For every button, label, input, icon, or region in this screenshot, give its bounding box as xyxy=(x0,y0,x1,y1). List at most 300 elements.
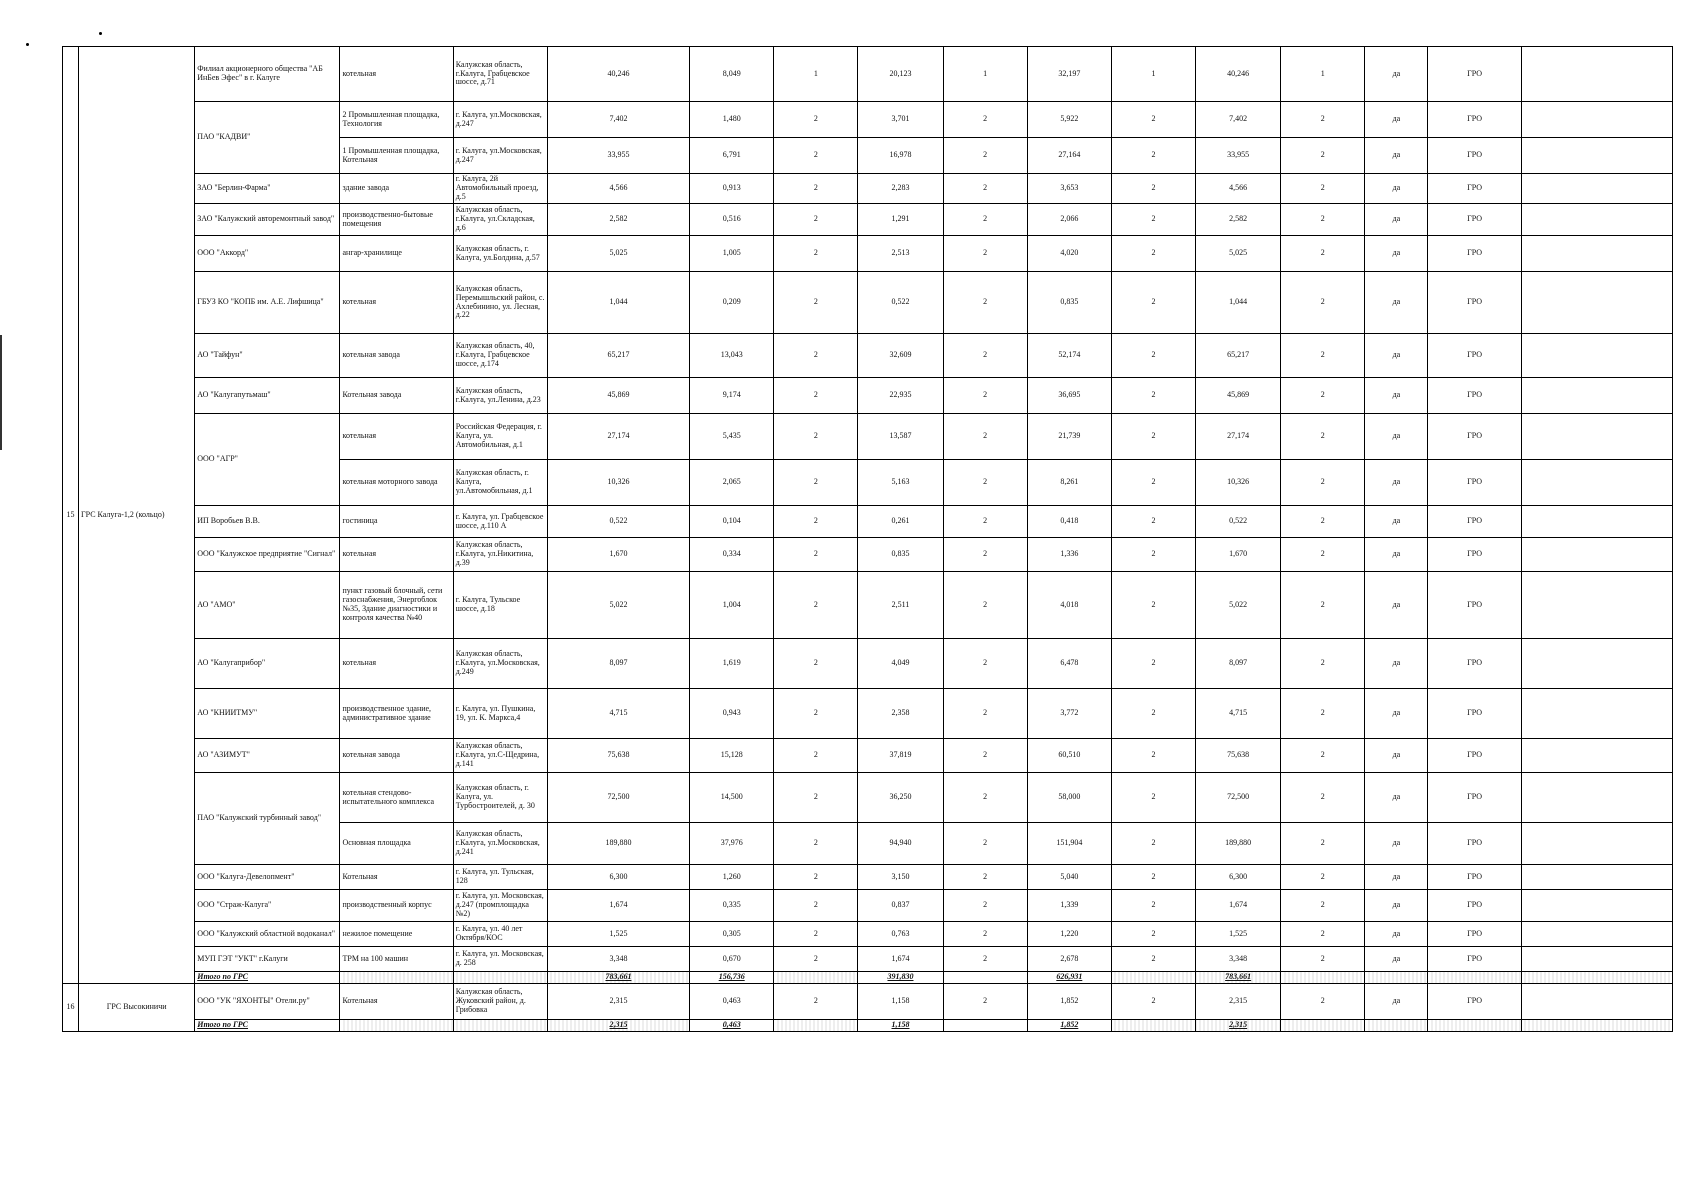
grs-name: ГРС Калуга-1,2 (кольцо) xyxy=(79,47,195,984)
object-address: Калужская область, г.Калуга, Грабцевское шоссе, д.71 xyxy=(453,47,547,102)
value-cell: 1,004 xyxy=(690,572,774,639)
yes-no-cell: да xyxy=(1365,174,1428,204)
total-label: Итого по ГРС xyxy=(195,1019,340,1031)
yes-no-cell: да xyxy=(1365,922,1428,947)
empty-cell xyxy=(453,1019,547,1031)
value-cell: 6,300 xyxy=(547,865,689,890)
category-cell: 2 xyxy=(774,922,858,947)
object-name: котельная стендово-испытательного комплекса xyxy=(340,773,453,823)
value-cell: 1,158 xyxy=(858,983,943,1019)
table-row xyxy=(63,947,1673,972)
category-cell: 2 xyxy=(943,983,1027,1019)
value-cell: 2,511 xyxy=(858,572,943,639)
category-cell: 2 xyxy=(774,639,858,689)
category-cell: 2 xyxy=(1281,773,1365,823)
empty-cell xyxy=(1365,972,1428,984)
object-name: котельная xyxy=(340,538,453,572)
category-cell: 2 xyxy=(943,865,1027,890)
organization-name: АО "Тайфун" xyxy=(195,334,340,378)
value-cell: 5,435 xyxy=(690,414,774,460)
value-cell: 16,978 xyxy=(858,138,943,174)
empty-cell xyxy=(1521,947,1672,972)
value-cell: 37,819 xyxy=(858,739,943,773)
empty-cell xyxy=(340,972,453,984)
organization-name: ООО "Аккорд" xyxy=(195,236,340,272)
gas-supplier-cell: ГРО xyxy=(1428,947,1521,972)
value-cell: 3,348 xyxy=(547,947,689,972)
value-cell: 2,582 xyxy=(547,204,689,236)
empty-cell xyxy=(1281,1019,1365,1031)
category-cell: 2 xyxy=(1111,572,1195,639)
value-cell: 4,566 xyxy=(547,174,689,204)
value-cell: 1,291 xyxy=(858,204,943,236)
object-address: Калужская область, г.Калуга, ул.Никитина, д.39 xyxy=(453,538,547,572)
value-cell: 4,566 xyxy=(1196,174,1281,204)
organization-name: ООО "Калужский областной водоканал" xyxy=(195,922,340,947)
value-cell: 4,020 xyxy=(1027,236,1111,272)
value-cell: 20,123 xyxy=(858,47,943,102)
value-cell: 1,005 xyxy=(690,236,774,272)
object-name: производственный корпус xyxy=(340,890,453,922)
category-cell: 2 xyxy=(1111,236,1195,272)
category-cell: 2 xyxy=(1281,204,1365,236)
empty-cell xyxy=(1521,102,1672,138)
category-cell: 2 xyxy=(774,689,858,739)
value-cell: 37,976 xyxy=(690,823,774,865)
value-cell: 1,674 xyxy=(858,947,943,972)
gas-supplier-cell: ГРО xyxy=(1428,922,1521,947)
value-cell: 21,739 xyxy=(1027,414,1111,460)
category-cell: 2 xyxy=(1281,739,1365,773)
category-cell: 2 xyxy=(1111,414,1195,460)
category-cell: 1 xyxy=(1111,47,1195,102)
empty-cell xyxy=(453,972,547,984)
category-cell: 2 xyxy=(1111,334,1195,378)
value-cell: 4,715 xyxy=(1196,689,1281,739)
yes-no-cell: да xyxy=(1365,47,1428,102)
table-row xyxy=(63,174,1673,204)
table-row xyxy=(63,739,1673,773)
organization-name: Филиал акционерного общества "АБ ИнБев Эфес" в г. Калуге xyxy=(195,47,340,102)
table-row xyxy=(63,204,1673,236)
yes-no-cell: да xyxy=(1365,334,1428,378)
category-cell: 2 xyxy=(943,460,1027,506)
value-cell: 1,619 xyxy=(690,639,774,689)
category-cell: 2 xyxy=(1281,639,1365,689)
empty-cell xyxy=(1521,174,1672,204)
value-cell: 65,217 xyxy=(1196,334,1281,378)
category-cell: 2 xyxy=(1111,639,1195,689)
category-cell: 2 xyxy=(774,773,858,823)
object-name: Основная площадка xyxy=(340,823,453,865)
object-address: г. Калуга, 2й Автомобильный проезд, д.5 xyxy=(453,174,547,204)
category-cell: 2 xyxy=(1111,890,1195,922)
yes-no-cell: да xyxy=(1365,138,1428,174)
empty-cell xyxy=(1521,972,1672,984)
value-cell: 22,935 xyxy=(858,378,943,414)
value-cell: 0,516 xyxy=(690,204,774,236)
total-value: 2,315 xyxy=(1196,1019,1281,1031)
value-cell: 0,837 xyxy=(858,890,943,922)
value-cell: 10,326 xyxy=(1196,460,1281,506)
category-cell: 2 xyxy=(1281,865,1365,890)
category-cell: 2 xyxy=(943,572,1027,639)
category-cell: 2 xyxy=(1281,572,1365,639)
total-value: 0,463 xyxy=(690,1019,774,1031)
object-name: 2 Промышленная площадка, Технология xyxy=(340,102,453,138)
value-cell: 1,674 xyxy=(547,890,689,922)
category-cell: 2 xyxy=(1281,334,1365,378)
organization-name: ИП Воробьев В.В. xyxy=(195,506,340,538)
grs-number: 16 xyxy=(63,983,79,1031)
table-row xyxy=(63,572,1673,639)
category-cell: 2 xyxy=(1281,506,1365,538)
table-row xyxy=(63,236,1673,272)
gas-supplier-cell: ГРО xyxy=(1428,689,1521,739)
total-value: 156,736 xyxy=(690,972,774,984)
value-cell: 0,522 xyxy=(547,506,689,538)
value-cell: 5,022 xyxy=(547,572,689,639)
object-name: котельная завода xyxy=(340,334,453,378)
object-name: 1 Промышленная площадка, Котельная xyxy=(340,138,453,174)
value-cell: 0,670 xyxy=(690,947,774,972)
value-cell: 7,402 xyxy=(1196,102,1281,138)
table-row xyxy=(63,272,1673,334)
category-cell: 2 xyxy=(1281,538,1365,572)
object-address: г. Калуга, ул. Пушкина, 19, ул. К. Маркса,4 xyxy=(453,689,547,739)
organization-name: АО "Калугапутьмаш" xyxy=(195,378,340,414)
category-cell: 2 xyxy=(943,639,1027,689)
total-value: 1,158 xyxy=(858,1019,943,1031)
category-cell: 2 xyxy=(774,460,858,506)
gas-supplier-cell: ГРО xyxy=(1428,204,1521,236)
table-row xyxy=(63,773,1673,823)
category-cell: 2 xyxy=(1111,204,1195,236)
value-cell: 7,402 xyxy=(547,102,689,138)
value-cell: 72,500 xyxy=(1196,773,1281,823)
value-cell: 72,500 xyxy=(547,773,689,823)
gas-supplier-cell: ГРО xyxy=(1428,823,1521,865)
value-cell: 5,025 xyxy=(1196,236,1281,272)
category-cell: 2 xyxy=(1281,823,1365,865)
table-row xyxy=(63,689,1673,739)
table-row xyxy=(63,378,1673,414)
category-cell: 2 xyxy=(943,236,1027,272)
yes-no-cell: да xyxy=(1365,983,1428,1019)
category-cell: 2 xyxy=(774,236,858,272)
category-cell: 2 xyxy=(774,947,858,972)
yes-no-cell: да xyxy=(1365,236,1428,272)
organization-name: ЗАО "Берлин-Фарма" xyxy=(195,174,340,204)
category-cell: 2 xyxy=(943,334,1027,378)
category-cell: 2 xyxy=(1111,947,1195,972)
yes-no-cell: да xyxy=(1365,460,1428,506)
value-cell: 0,335 xyxy=(690,890,774,922)
gas-supplier-cell: ГРО xyxy=(1428,739,1521,773)
category-cell: 2 xyxy=(1281,272,1365,334)
object-address: г. Калуга, ул.Московская, д.247 xyxy=(453,138,547,174)
yes-no-cell: да xyxy=(1365,639,1428,689)
organization-name: ПАО "Калужский турбинный завод" xyxy=(195,773,340,865)
gas-supplier-cell: ГРО xyxy=(1428,47,1521,102)
value-cell: 27,164 xyxy=(1027,138,1111,174)
empty-cell xyxy=(1521,47,1672,102)
yes-no-cell: да xyxy=(1365,865,1428,890)
category-cell: 2 xyxy=(1281,138,1365,174)
category-cell: 2 xyxy=(1281,460,1365,506)
category-cell: 2 xyxy=(1111,922,1195,947)
object-name: Котельная xyxy=(340,865,453,890)
category-cell: 2 xyxy=(1111,272,1195,334)
value-cell: 0,305 xyxy=(690,922,774,947)
gas-supplier-cell: ГРО xyxy=(1428,236,1521,272)
organization-name: ГБУЗ КО "КОПБ им. А.Е. Лифшица" xyxy=(195,272,340,334)
category-cell: 2 xyxy=(1111,689,1195,739)
value-cell: 33,955 xyxy=(547,138,689,174)
empty-cell xyxy=(943,1019,1027,1031)
value-cell: 0,261 xyxy=(858,506,943,538)
value-cell: 75,638 xyxy=(547,739,689,773)
category-cell: 2 xyxy=(1281,378,1365,414)
yes-no-cell: да xyxy=(1365,572,1428,639)
empty-cell xyxy=(1521,138,1672,174)
gas-supplier-cell: ГРО xyxy=(1428,460,1521,506)
organization-name: ООО "Калуга-Девелопмент" xyxy=(195,865,340,890)
yes-no-cell: да xyxy=(1365,102,1428,138)
value-cell: 1,480 xyxy=(690,102,774,138)
value-cell: 2,582 xyxy=(1196,204,1281,236)
value-cell: 2,066 xyxy=(1027,204,1111,236)
value-cell: 45,869 xyxy=(1196,378,1281,414)
gas-supplier-cell: ГРО xyxy=(1428,639,1521,689)
object-address: Калужская область, Жуковский район, д. Грибовка xyxy=(453,983,547,1019)
category-cell: 2 xyxy=(943,739,1027,773)
value-cell: 8,097 xyxy=(547,639,689,689)
category-cell: 2 xyxy=(774,204,858,236)
gas-supplier-cell: ГРО xyxy=(1428,138,1521,174)
category-cell: 1 xyxy=(774,47,858,102)
value-cell: 1,674 xyxy=(1196,890,1281,922)
category-cell: 2 xyxy=(774,334,858,378)
empty-cell xyxy=(1521,538,1672,572)
empty-cell xyxy=(1521,823,1672,865)
value-cell: 1,339 xyxy=(1027,890,1111,922)
value-cell: 189,880 xyxy=(1196,823,1281,865)
value-cell: 40,246 xyxy=(1196,47,1281,102)
value-cell: 75,638 xyxy=(1196,739,1281,773)
value-cell: 27,174 xyxy=(547,414,689,460)
value-cell: 2,065 xyxy=(690,460,774,506)
value-cell: 0,418 xyxy=(1027,506,1111,538)
category-cell: 2 xyxy=(943,538,1027,572)
yes-no-cell: да xyxy=(1365,689,1428,739)
total-value: 2,315 xyxy=(547,1019,689,1031)
yes-no-cell: да xyxy=(1365,773,1428,823)
empty-cell xyxy=(1428,1019,1521,1031)
category-cell: 2 xyxy=(1111,739,1195,773)
value-cell: 0,104 xyxy=(690,506,774,538)
object-name: пункт газовый блочный, сети газоснабжения, Энергоблок №35, Здание диагностики и контроля качества №40 xyxy=(340,572,453,639)
object-address: Калужская область, г. Калуга, ул.Автомобильная, д.1 xyxy=(453,460,547,506)
value-cell: 2,315 xyxy=(547,983,689,1019)
value-cell: 5,922 xyxy=(1027,102,1111,138)
object-address: г. Калуга, ул. Тульская, 128 xyxy=(453,865,547,890)
category-cell: 2 xyxy=(1111,538,1195,572)
value-cell: 45,869 xyxy=(547,378,689,414)
value-cell: 36,695 xyxy=(1027,378,1111,414)
category-cell: 2 xyxy=(1281,947,1365,972)
value-cell: 8,097 xyxy=(1196,639,1281,689)
empty-cell xyxy=(1521,890,1672,922)
yes-no-cell: да xyxy=(1365,204,1428,236)
category-cell: 2 xyxy=(943,823,1027,865)
category-cell: 2 xyxy=(943,922,1027,947)
value-cell: 2,358 xyxy=(858,689,943,739)
category-cell: 2 xyxy=(774,890,858,922)
gas-supplier-cell: ГРО xyxy=(1428,334,1521,378)
value-cell: 1,336 xyxy=(1027,538,1111,572)
value-cell: 13,587 xyxy=(858,414,943,460)
category-cell: 2 xyxy=(943,272,1027,334)
table-row xyxy=(63,414,1673,460)
category-cell: 2 xyxy=(1281,102,1365,138)
value-cell: 0,522 xyxy=(1196,506,1281,538)
empty-cell xyxy=(1521,204,1672,236)
total-value: 391,830 xyxy=(858,972,943,984)
gas-supplier-cell: ГРО xyxy=(1428,378,1521,414)
empty-cell xyxy=(1521,378,1672,414)
gas-supplier-cell: ГРО xyxy=(1428,983,1521,1019)
value-cell: 2,513 xyxy=(858,236,943,272)
category-cell: 2 xyxy=(943,138,1027,174)
empty-cell xyxy=(1521,1019,1672,1031)
value-cell: 13,043 xyxy=(690,334,774,378)
value-cell: 3,653 xyxy=(1027,174,1111,204)
total-value: 783,661 xyxy=(547,972,689,984)
value-cell: 0,943 xyxy=(690,689,774,739)
category-cell: 2 xyxy=(774,414,858,460)
category-cell: 2 xyxy=(1281,689,1365,739)
category-cell: 2 xyxy=(943,204,1027,236)
category-cell: 2 xyxy=(1111,460,1195,506)
value-cell: 6,300 xyxy=(1196,865,1281,890)
value-cell: 1,044 xyxy=(1196,272,1281,334)
empty-cell xyxy=(1521,272,1672,334)
value-cell: 40,246 xyxy=(547,47,689,102)
empty-cell xyxy=(1521,506,1672,538)
value-cell: 14,500 xyxy=(690,773,774,823)
object-name: гостиница xyxy=(340,506,453,538)
object-name: ТРМ на 100 машин xyxy=(340,947,453,972)
empty-cell xyxy=(1521,334,1672,378)
value-cell: 36,250 xyxy=(858,773,943,823)
value-cell: 58,000 xyxy=(1027,773,1111,823)
value-cell: 52,174 xyxy=(1027,334,1111,378)
object-address: г. Калуга, ул. Московская, д.247 (промплощадка №2) xyxy=(453,890,547,922)
object-address: г. Калуга, ул.Московская, д.247 xyxy=(453,102,547,138)
yes-no-cell: да xyxy=(1365,947,1428,972)
object-name: котельная xyxy=(340,47,453,102)
category-cell: 2 xyxy=(943,947,1027,972)
value-cell: 27,174 xyxy=(1196,414,1281,460)
value-cell: 1,670 xyxy=(1196,538,1281,572)
total-row xyxy=(63,1019,1673,1031)
yes-no-cell: да xyxy=(1365,538,1428,572)
empty-cell xyxy=(1365,1019,1428,1031)
object-address: г. Калуга, ул. Грабцевское шоссе, д.110 А xyxy=(453,506,547,538)
table-row xyxy=(63,538,1673,572)
value-cell: 15,128 xyxy=(690,739,774,773)
yes-no-cell: да xyxy=(1365,378,1428,414)
object-address: Калужская область, г.Калуга, ул.Московская, д.249 xyxy=(453,639,547,689)
category-cell: 2 xyxy=(1111,506,1195,538)
category-cell: 2 xyxy=(774,823,858,865)
value-cell: 65,217 xyxy=(547,334,689,378)
category-cell: 2 xyxy=(774,506,858,538)
gas-supplier-cell: ГРО xyxy=(1428,538,1521,572)
value-cell: 2,678 xyxy=(1027,947,1111,972)
gas-supplier-cell: ГРО xyxy=(1428,272,1521,334)
organization-name: ООО "УК "ЯХОНТЫ" Отели.ру" xyxy=(195,983,340,1019)
object-address: Калужская область, г.Калуга, ул.Московская, д.241 xyxy=(453,823,547,865)
value-cell: 1,044 xyxy=(547,272,689,334)
total-value: 626,931 xyxy=(1027,972,1111,984)
organization-name: ООО "Калужское предприятие "Сигнал" xyxy=(195,538,340,572)
value-cell: 151,904 xyxy=(1027,823,1111,865)
total-row xyxy=(63,972,1673,984)
empty-cell xyxy=(1521,414,1672,460)
empty-cell xyxy=(1521,639,1672,689)
organization-name: АО "АЗИМУТ" xyxy=(195,739,340,773)
object-address: Калужская область, г. Калуга, ул.Болдина, д.57 xyxy=(453,236,547,272)
value-cell: 8,261 xyxy=(1027,460,1111,506)
category-cell: 2 xyxy=(943,174,1027,204)
value-cell: 8,049 xyxy=(690,47,774,102)
category-cell: 2 xyxy=(774,138,858,174)
value-cell: 1,525 xyxy=(1196,922,1281,947)
value-cell: 5,022 xyxy=(1196,572,1281,639)
empty-cell xyxy=(943,972,1027,984)
category-cell: 2 xyxy=(774,983,858,1019)
total-value: 783,661 xyxy=(1196,972,1281,984)
empty-cell xyxy=(1111,972,1195,984)
object-name: здание завода xyxy=(340,174,453,204)
value-cell: 10,326 xyxy=(547,460,689,506)
empty-cell xyxy=(1521,739,1672,773)
gas-supplier-cell: ГРО xyxy=(1428,102,1521,138)
category-cell: 2 xyxy=(943,773,1027,823)
category-cell: 2 xyxy=(943,102,1027,138)
object-address: г. Калуга, ул. 40 лет Октября/КОС xyxy=(453,922,547,947)
category-cell: 2 xyxy=(1111,865,1195,890)
category-cell: 2 xyxy=(1281,922,1365,947)
object-name: Котельная завода xyxy=(340,378,453,414)
value-cell: 1,220 xyxy=(1027,922,1111,947)
category-cell: 2 xyxy=(1111,174,1195,204)
empty-cell xyxy=(1111,1019,1195,1031)
empty-cell xyxy=(1521,922,1672,947)
category-cell: 2 xyxy=(774,865,858,890)
category-cell: 2 xyxy=(1281,236,1365,272)
category-cell: 2 xyxy=(1281,890,1365,922)
gas-supplier-cell: ГРО xyxy=(1428,174,1521,204)
category-cell: 2 xyxy=(774,378,858,414)
value-cell: 32,609 xyxy=(858,334,943,378)
value-cell: 4,049 xyxy=(858,639,943,689)
value-cell: 1,852 xyxy=(1027,983,1111,1019)
object-name: ангар-хранилище xyxy=(340,236,453,272)
value-cell: 4,018 xyxy=(1027,572,1111,639)
